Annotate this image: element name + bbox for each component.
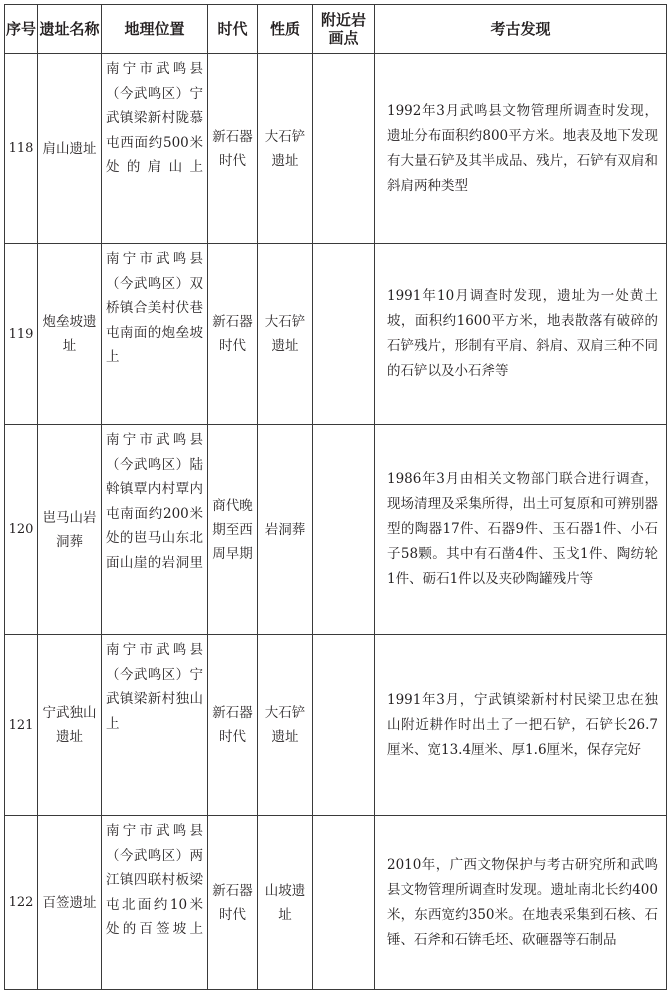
cell-discovery: 2010年，广西文物保护与考古研究所和武鸣县文物管理所调查时发现。遗址南北长约400米，东西宽约350米。在地表采集到石核、石锤、石斧和石锛毛坯、砍砸器等石制品 [375, 816, 667, 990]
header-nature: 性质 [258, 5, 313, 54]
cell-era: 新石器时代 [208, 54, 258, 244]
table-row [5, 54, 667, 244]
cell-nature: 大石铲遗址 [258, 635, 313, 816]
cell-index: 122 [5, 816, 38, 990]
cell-era: 新石器时代 [208, 244, 258, 425]
cell-rock-art [313, 244, 375, 425]
table-row [5, 635, 667, 816]
header-row [5, 5, 667, 54]
cell-index: 118 [5, 54, 38, 244]
cell-nature: 大石铲遗址 [258, 54, 313, 244]
header-rock-art: 附近岩画点 [313, 5, 375, 54]
cell-site-name: 岜马山岩洞葬 [38, 425, 102, 635]
cell-location: 南宁市武鸣县（今武鸣区）双桥镇合美村伏巷屯南面的炮垒坡上 [102, 244, 208, 425]
cell-site-name: 肩山遗址 [38, 54, 102, 244]
cell-discovery: 1991年10月调查时发现，遗址为一处黄土坡，面积约1600平方米，地表散落有破碎的石铲残片，形制有平肩、斜肩、双肩三种不同的石铲以及小石斧等 [375, 244, 667, 425]
cell-era: 商代晚期至西周早期 [208, 425, 258, 635]
cell-nature: 岩洞葬 [258, 425, 313, 635]
cell-rock-art [313, 425, 375, 635]
table-row [5, 425, 667, 635]
cell-site-name: 百签遗址 [38, 816, 102, 990]
cell-site-name: 炮垒坡遗址 [38, 244, 102, 425]
cell-index: 121 [5, 635, 38, 816]
table-row [5, 244, 667, 425]
cell-nature: 山坡遗址 [258, 816, 313, 990]
cell-rock-art [313, 816, 375, 990]
cell-discovery: 1992年3月武鸣县文物管理所调查时发现，遗址分布面积约800平方米。地表及地下发现有大量石铲及其半成品、残片，石铲有双肩和斜肩两种类型 [375, 54, 667, 244]
cell-location: 南宁市武鸣县（今武鸣区）陆斡镇覃内村覃内屯南面约200米处的岜马山东北面山崖的岩洞里 [102, 425, 208, 635]
cell-location: 南宁市武鸣县（今武鸣区）宁武镇梁新村陇慕屯西面约500米处的肩山上 [102, 54, 208, 244]
cell-era: 新石器时代 [208, 816, 258, 990]
cell-location: 南宁市武鸣县（今武鸣区）宁武镇梁新村独山上 [102, 635, 208, 816]
header-site-name: 遗址名称 [38, 5, 102, 54]
cell-discovery: 1986年3月由相关文物部门联合进行调查，现场清理及采集所得，出土可复原和可辨别器型的陶器17件、石器9件、玉石器1件、小石子58颗。其中有石凿4件、玉戈1件、陶纺轮1件、砺石1件以及夹砂陶罐残片等 [375, 425, 667, 635]
cell-location: 南宁市武鸣县（今武鸣区）两江镇四联村板梁屯北面约10米处的百签坡上 [102, 816, 208, 990]
table-row [5, 816, 667, 990]
header-discovery: 考古发现 [375, 5, 667, 54]
archaeological-sites-table [4, 4, 667, 990]
cell-rock-art [313, 54, 375, 244]
cell-site-name: 宁武独山遗址 [38, 635, 102, 816]
cell-nature: 大石铲遗址 [258, 244, 313, 425]
cell-rock-art [313, 635, 375, 816]
cell-era: 新石器时代 [208, 635, 258, 816]
cell-index: 120 [5, 425, 38, 635]
cell-index: 119 [5, 244, 38, 425]
header-location: 地理位置 [102, 5, 208, 54]
header-index: 序号 [5, 5, 38, 54]
header-era: 时代 [208, 5, 258, 54]
cell-discovery: 1991年3月，宁武镇梁新村村民梁卫忠在独山附近耕作时出土了一把石铲，石铲长26.7厘米、宽13.4厘米、厚1.6厘米，保存完好 [375, 635, 667, 816]
